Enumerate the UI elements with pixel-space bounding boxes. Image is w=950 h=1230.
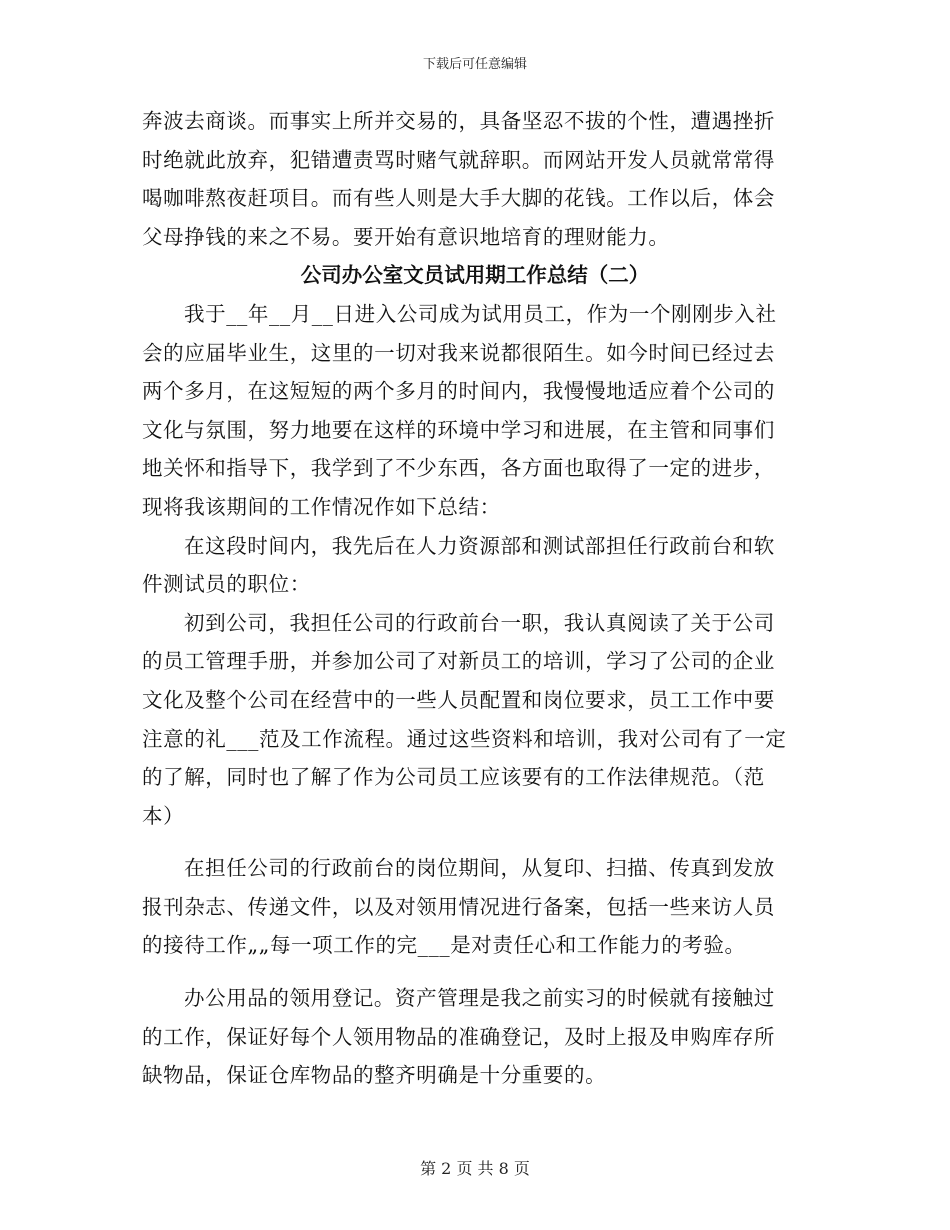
paragraph-gap (142, 835, 808, 849)
text-line: 办公用品的领用登记。资产管理是我之前实习的时候就有接触过 (184, 986, 775, 1011)
text-line: 本） (142, 803, 185, 828)
text-line: 喝咖啡熬夜赶项目。而有些人则是大手大脚的花钱。工作以后，体会 (142, 186, 775, 211)
paragraph-3 (142, 604, 808, 836)
paragraph-1 (142, 295, 808, 527)
text-line: 我于__年__月__日进入公司成为试用员工，作为一个刚刚步入社 (184, 301, 777, 326)
text-line: 现将我该期间的工作情况作如下总结： (142, 494, 501, 519)
text-line: 地关怀和指导下，我学到了不少东西，各方面也取得了一定的进步， (142, 456, 775, 481)
text-line: 件测试员的职位： (142, 572, 311, 597)
text-line: 两个多月，在这短短的两个多月的时间内，我慢慢地适应着个公司的 (142, 379, 775, 404)
text-line: 文化与氛围，努力地要在这样的环境中学习和进展，在主管和同事们 (142, 417, 775, 442)
page-footer: 第 2 页 共 8 页 (420, 1159, 530, 1178)
text-line: 的了解，同时也了解了作为公司员工应该要有的工作法律规范。（范 (142, 765, 765, 790)
text-line: 会的应届毕业生，这里的一切对我来说都很陌生。如今时间已经过去 (142, 340, 775, 365)
paragraph-2 (142, 527, 808, 604)
paragraph-5 (142, 979, 808, 1095)
text-line: 在担任公司的行政前台的岗位期间，从复印、扫描、传真到发放 (184, 856, 775, 881)
text-line: 父母挣钱的来之不易。要开始有意识地培育的理财能力。 (142, 224, 670, 249)
text-line: 在这段时间内，我先后在人力资源部和测试部担任行政前台和软 (184, 533, 775, 558)
text-line: 奔波去商谈。而事实上所并交易的，具备坚忍不拔的个性，遭遇挫折 (142, 109, 775, 133)
document-body (142, 102, 808, 1095)
page-header: 下载后可任意编辑 (422, 57, 527, 72)
paragraph-4 (142, 849, 808, 965)
text-line: 报刊杂志、传递文件，以及对领用情况进行备案，包括一些来访人员 (142, 894, 775, 919)
section-title: 公司办公室文员试用期工作总结（二） (300, 263, 650, 288)
text-line: 注意的礼___范及工作流程。通过这些资料和培训，我对公司有了一定 (142, 726, 787, 751)
paragraph-continuation (142, 102, 808, 256)
text-line: 缺物品，保证仓库物品的整齐明确是十分重要的。 (142, 1063, 607, 1088)
text-line: 初到公司，我担任公司的行政前台一职，我认真阅读了关于公司 (184, 610, 775, 635)
text-line: 时绝就此放弃，犯错遭责骂时赌气就辞职。而网站开发人员就常常得 (142, 147, 775, 172)
paragraph-gap (142, 965, 808, 979)
text-line: 的工作，保证好每个人领用物品的准确登记，及时上报及申购库存所 (142, 1024, 775, 1049)
text-line: 文化及整个公司在经营中的一些人员配置和岗位要求，员工工作中要 (142, 687, 775, 712)
text-line: 的接待工作„„每一项工作的完___是对责任心和工作能力的考验。 (142, 933, 746, 958)
text-line: 的员工管理手册，并参加公司了对新员工的培训，学习了公司的企业 (142, 649, 775, 674)
